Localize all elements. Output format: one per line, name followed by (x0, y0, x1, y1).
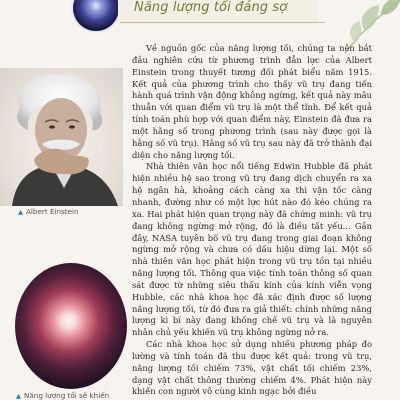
article-body (132, 43, 372, 398)
einstein-portrait-image (0, 68, 123, 206)
figure-caption: ▲ Albert Einstein (18, 207, 79, 216)
paragraph: Các nhà khoa học sử dụng nhiều phương pháp đo lường và tính toán đã thu được kết quả: trong vũ trụ, năng lượng tối chiếm 73%, vật chất tối chiếm 23%, dạng vật chất thông thường chiếm 4%. Phát hiện này khiến con người vô cùng kinh ngạc bởi điều (132, 339, 372, 397)
figure-caption: ▲ Năng lượng tối sẽ khiến (16, 391, 110, 400)
galaxy-thumbnail-image (73, 0, 119, 31)
page-title: Năng lượng tối đáng sợ (134, 0, 288, 15)
caption-marker-icon: ▲ (18, 208, 23, 216)
paragraph: Về nguồn gốc của năng lượng tối, chúng ta nên bắt đầu nghiên cứu từ phương trình đẳn lực của Albert Einstein trong thuyết tương đối phát biểu năm 1915. Kết quả của phương trình cho thấy vũ trụ đang tiến hành quá trình vận động không ngừng, kết quả này mâu thuẫn với quan điểm vũ trụ là một thể tĩnh. Để kết quả tính toán phù hợp với quan điểm này, Einstein đã đưa ra một hằng số trong phương trình (sau này được gọi là hằng số vũ trụ). Hằng số vũ trụ sau này đã trở thành đại diện cho năng lượng tối. (132, 43, 372, 160)
paragraph: Nhà thiên văn học nổi tiếng Edwin Hubble đã phát hiện nhiều hệ sao trong vũ trụ đang dịch chuyển ra xa hệ ngân hà, khoảng cách càng xa thì vận tốc càng nhanh, đường như có một lực hút nào đó kéo chúng ra xa. Hai phát hiện quan trọng này đã chứng minh: vũ trụ đang không ngừng mở rộng, đó là điều tất yếu... Gần đây, NASA tuyên bố vũ trụ đang trong giai đoạn không ngừng mở rộng và chưa có dấu hiệu dừng lại. Một số nhà thiên văn học phát hiện trong vũ trụ tồn tại nhiều năng lượng tối. Thông qua việc tính toán thông số quan sát được từ những siêu thấu kính của kính viễn vọng Hubble, các nhà khoa học đã xác định được số lượng năng lượng tối, từ đó đưa ra giả thiết: chính những năng lượng kì bí này đang khống chế vũ trụ và là nguyên nhân chủ yếu khiến vũ trụ không ngừng nở ra. (132, 161, 372, 338)
title-underline (120, 22, 325, 23)
dark-energy-nebula-image (15, 263, 127, 389)
caption-marker-icon: ▲ (16, 392, 21, 400)
